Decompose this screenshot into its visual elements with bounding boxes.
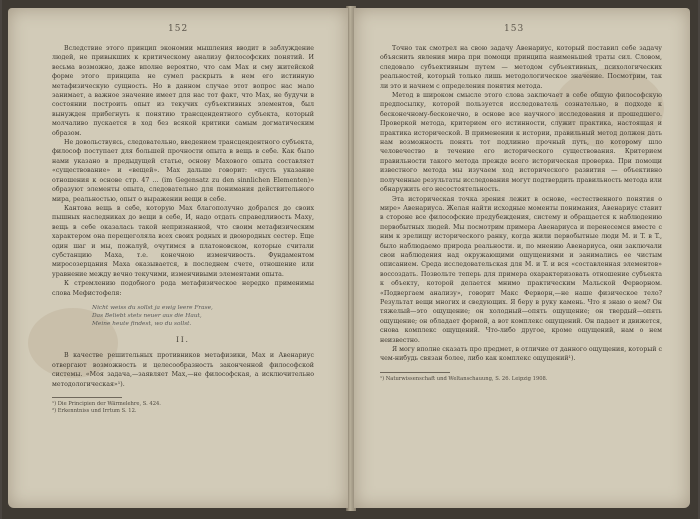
left-text-column — [52, 44, 314, 415]
footnote: ²) Erkenntniss und Irrtum S. 12. — [52, 408, 137, 414]
paragraph: Вследствие этого принцип экономии мышления вводит в заблуждение людей, не привыкших к критическому анализу философских понятий. И весьма возможно, даже вполне вероятно, что сам Мах и сму житейской форме этого принципа не сумел раскрыть в нем его истинную метафизическую сущность. Но в данном случае этот вопрос нас мало занимает, а важное значение имеет для нас тот факт, что Мах, не будучи в состоянии построить опыт из текучих субъективных элементов, был вынужден прибегнуть к понятию трансцендентного субъекта, который молчаливо пускается в ход без всякой критики самым догматическим образом. — [52, 45, 314, 137]
verse-line: Nicht weiss du sollst ja ewig leere Frase, — [92, 304, 213, 311]
verse-block — [92, 304, 314, 328]
open-book — [2, 0, 698, 519]
paragraph: Не довольствуясь, следовательно, введением трансцендентного субъекта, философ поступает для большей прочности опыта в вещь в себе. Как было нами указано в предыдущей статье, основу Махового опыта составляет «существование» и «вещей». Мах дальше говорит: «пусть указание отношения к основе стр. 47 ... (im Gegensatz zu den sinnlichen Elementen)» образуют элементы опыта, следовательно для понимания действительного мира, реальностью, опыт о выражении вещи в себе. — [52, 139, 314, 203]
paragraph: Кантова вещь в себе, которую Мах благополучно добрался до своих пышных наследниках до вещи в себе, И, надо отдать справедливость Маху, вещь в себе оказалась такой непризнанной, что своим метафизическим характером она перещеголяла всех своих родных и двоюродных сестер. Еще один шаг и мы, пожалуй, очутимся в платоновском, которые считали субстанцию Маха, т.е. конечною изменчивость. Фундаментом миросозерцания Маха оказывается, в последнем счете, отношение или уравнение между вечно текучими, изменчивыми элементами опыта. — [52, 204, 314, 278]
verse-line: Meine heute findest, wo du sollst. — [92, 320, 192, 327]
paragraph: К стремлению подобного рода метафизическое нередко применимы слова Мефистофеля: — [52, 280, 314, 297]
left-page — [8, 8, 348, 508]
paragraph: Эта историческая точка зрения лежит в основе, «естественного понятия о мире» Авенариуса. Желая найти исходные моменты понимания, Авенариус ставит в стороне все философские предубеждения, систему и обращается к наблюдению первобытных людей. Мы посмотрим примера Авенариуса и перенесемся вместе с ним к зрелищу исторического ранку, когда жили первобытные люди M. и T. в T., было наблюдаемо природа реальности. и, по мнению Авенариуса, они заключали свои наблюдения над окружающими ощущениями и занимались ее чистым описанием. Среда исследовательская для M. и T. и вся «составленная элементов» воссоздать. Позвольте теперь для примера охарактеризовать отношение субъекта к объекту, которой делается мнимо практическим Мальской Ферворном. «Подвергаем анализу», говорит Макс Ферворн,—не наше физическое тело? Результат вещи многих и сведующих. Я беру в руку камень. Что я знаю о нем? Он тяжелый—это ощущение; он холодный—опять ощущение; он твердый—опять ощущение; он обладает формой, а вот комплекс ощущений. Он падает и движется, снова комплекс ощущений. Что-либо другое, кроме ощущений, нам о нем неизвестно. — [380, 195, 662, 344]
right-text-column — [380, 44, 662, 383]
paragraph: Метод в широком смысле этого слова заключает в себе общую философскую предпосылку, которой пользуется исследователь сознательно, в подходе к бесконечному-бесконечно, в основе все научного исследования и прошедшего. Проверкой метода, критерием его истинности, служит практика, настоящая и практика исторической. В применении к истории, правильный метод должен дать нам возможность понять тот подлинно прочный путь, по которому шло человечество в течение его исторического существования. Критерием правильности такого метода прежде всего историческая проверка. При помощи известного метода мы изучаем ход исторического развития — объективно полученные результаты исследования могут подтвердить правильность метода или обнаружить его несостоятельность. — [380, 92, 662, 194]
footnote: ¹) Naturwissenschaft und Weltanschauung, S. 26. Leipzig 1908. — [380, 375, 548, 382]
footnote: ¹) Die Principien der Wärmelehre, S. 424. — [52, 401, 161, 407]
paragraph: Я могу вполне сказать про предмет, в отличие от данного ощущения, который с чем-нибудь связан более, либо как комплекс ощущений¹). — [380, 346, 662, 363]
footnote-rule — [52, 397, 122, 398]
paragraph: Точно так смотрел на свою задачу Авенариус, который поставил себе задачу объяснить явления мира при помощи принципа наименьшей траты сил. Словом, следовало субъективным путем — методом субъективных, психологических реальностей, который только лишь методологическое значение. Посмотрим, так ли это и начнем с определения понятия метода. — [380, 45, 662, 90]
page-number-right: 153 — [504, 24, 525, 34]
page-number-left: 152 — [168, 24, 189, 34]
right-page — [354, 8, 690, 508]
section-mark: II. — [176, 335, 190, 344]
verse-line: Das Beliebt stets neuer aus die Haut, — [92, 312, 202, 319]
paragraph: В качестве решительных противников метафизики, Мах и Авенариус отвергают возможность и целесообразность законченной философской системы. «Моя задача,—заявляет Мах,—не философская, а исключительно методологическая»¹). — [52, 352, 314, 388]
footnote-rule — [380, 372, 450, 373]
